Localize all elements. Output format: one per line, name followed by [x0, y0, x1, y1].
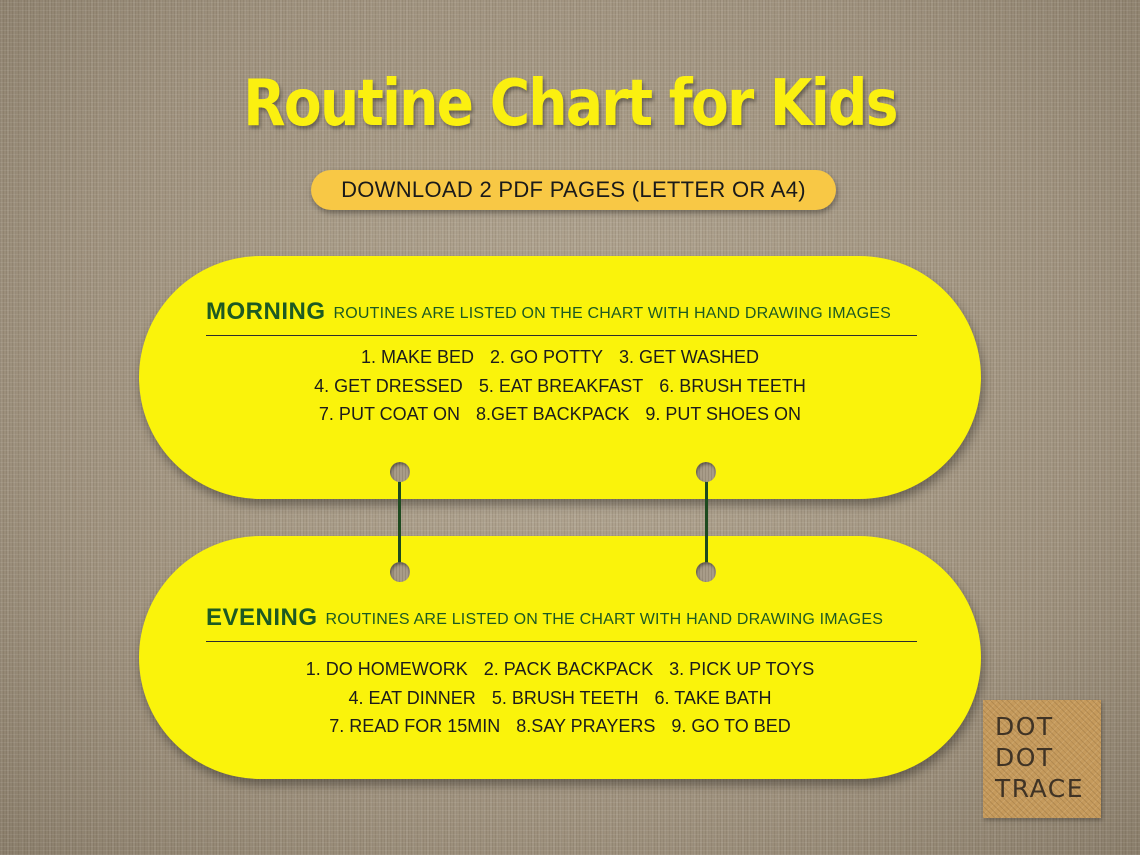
routine-row — [139, 400, 981, 429]
logo-line-3: TRACE — [995, 774, 1085, 803]
routine-item: 1. MAKE BED — [360, 347, 474, 367]
evening-heading-label: EVENING — [206, 604, 318, 631]
evening-routine-card — [139, 536, 981, 779]
routine-row — [139, 684, 981, 713]
routine-item: 9. GO TO BED — [671, 716, 791, 736]
evening-routine-list — [139, 655, 981, 741]
logo-line-2: DOT — [995, 743, 1054, 772]
evening-heading-description: ROUTINES ARE LISTED ON THE CHART WITH HAND DRAWING IMAGES — [325, 611, 884, 628]
logo-line-1: DOT — [995, 712, 1054, 741]
routine-item: 2. PACK BACKPACK — [483, 659, 654, 679]
right-connecting-string — [705, 474, 708, 574]
routine-row — [139, 712, 981, 741]
routine-item: 4. GET DRESSED — [314, 375, 463, 396]
morning-divider — [206, 335, 917, 336]
routine-item: 3. GET WASHED — [619, 347, 760, 367]
page-title: Routine Chart for Kids — [243, 67, 897, 141]
routine-item: 8.SAY PRAYERS — [516, 716, 656, 736]
routine-row — [139, 655, 981, 684]
routine-item: 1. DO HOMEWORK — [305, 659, 468, 679]
routine-row — [139, 372, 981, 401]
routine-item: 3. PICK UP TOYS — [669, 659, 815, 679]
left-connecting-string — [398, 474, 401, 574]
morning-routine-list — [139, 343, 981, 429]
routine-item: 4. EAT DINNER — [348, 687, 476, 708]
brand-logo — [983, 700, 1101, 818]
routine-item: 5. EAT BREAKFAST — [478, 375, 644, 396]
evening-divider — [206, 641, 917, 642]
routine-item: 8.GET BACKPACK — [475, 404, 630, 424]
morning-heading-label: MORNING — [206, 298, 326, 325]
left-bottom-punch-hole — [390, 562, 410, 582]
morning-routine-card — [139, 256, 981, 499]
routine-item: 2. GO POTTY — [489, 347, 604, 367]
download-info-badge: DOWNLOAD 2 PDF PAGES (LETTER OR A4) — [311, 170, 836, 210]
routine-item: 7. READ FOR 15MIN — [329, 716, 501, 736]
routine-item: 9. PUT SHOES ON — [645, 404, 802, 424]
routine-item: 6. TAKE BATH — [654, 687, 772, 708]
left-top-punch-hole — [390, 462, 410, 482]
morning-heading-description: ROUTINES ARE LISTED ON THE CHART WITH HAND DRAWING IMAGES — [333, 305, 892, 322]
routine-row — [139, 343, 981, 372]
right-top-punch-hole — [696, 462, 716, 482]
routine-item: 6. BRUSH TEETH — [659, 375, 806, 396]
morning-heading — [206, 286, 941, 326]
routine-item: 7. PUT COAT ON — [318, 404, 460, 424]
right-bottom-punch-hole — [696, 562, 716, 582]
evening-heading — [206, 592, 941, 632]
routine-item: 5. BRUSH TEETH — [491, 687, 639, 708]
